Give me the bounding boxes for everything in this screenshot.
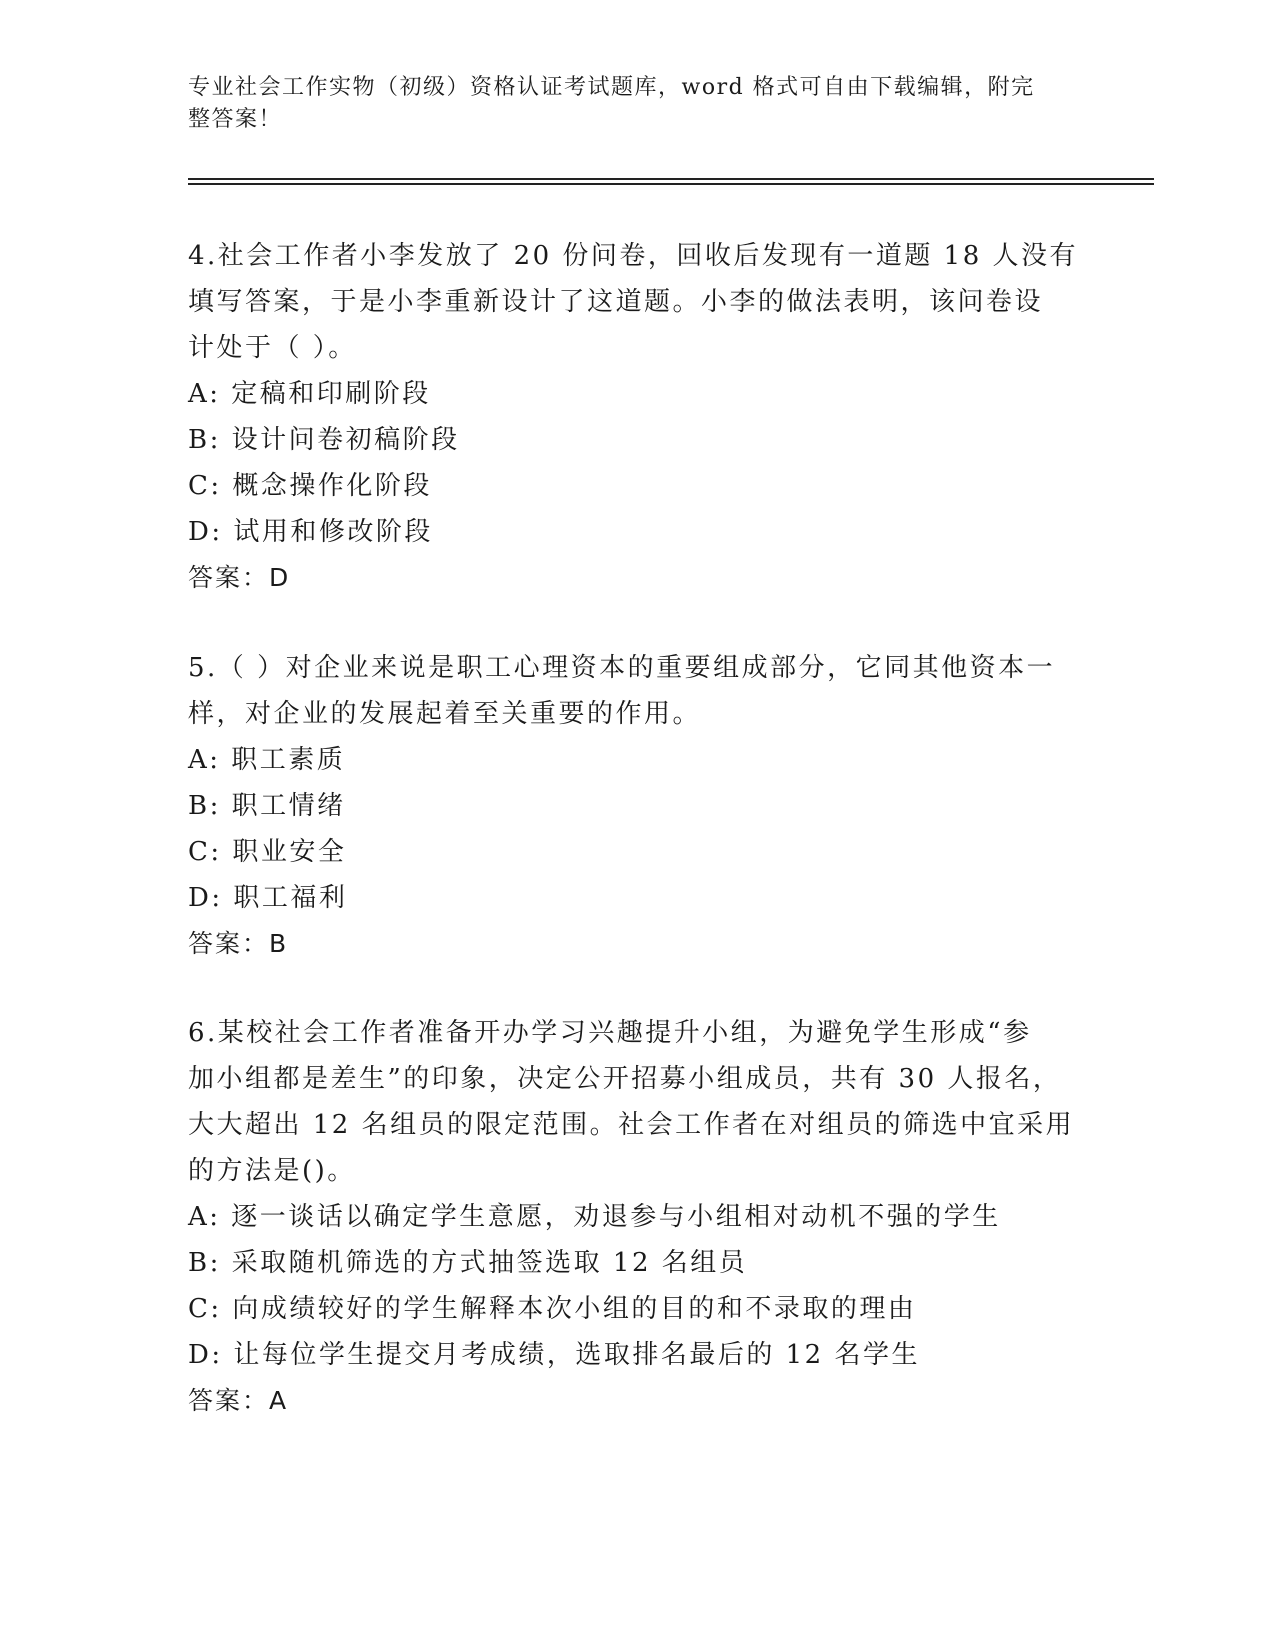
option-b: B: 采取随机筛选的方式抽签选取 12 名组员	[188, 1248, 748, 1278]
option-a: A: 定稿和印刷阶段	[188, 379, 431, 409]
question-stem-line: 样，对企业的发展起着至关重要的作用。	[188, 699, 702, 729]
question-4	[188, 233, 1088, 601]
header-divider-top	[188, 178, 1154, 180]
question-stem-line: 填写答案，于是小李重新设计了这道题。小李的做法表明，该问卷设	[188, 287, 1044, 317]
option-c: C: 职业安全	[188, 837, 347, 867]
question-stem-line: 加小组都是差生”的印象，决定公开招募小组成员，共有 30 人报名，	[188, 1064, 1062, 1094]
option-a: A: 职工素质	[188, 745, 346, 775]
question-stem-line: 5.（ ）对企业来说是职工心理资本的重要组成部分，它同其他资本一	[188, 653, 1056, 683]
question-stem-line: 4.社会工作者小李发放了 20 份问卷，回收后发现有一道题 18 人没有	[188, 241, 1079, 271]
document-header	[188, 72, 1088, 136]
header-line-1: 专业社会工作实物（初级）资格认证考试题库，word 格式可自由下载编辑，附完	[188, 75, 1035, 100]
answer-line: 答案：D	[188, 563, 291, 592]
question-stem-line: 的方法是()。	[188, 1156, 356, 1186]
option-b: B: 设计问卷初稿阶段	[188, 425, 460, 455]
option-c: C: 概念操作化阶段	[188, 471, 432, 501]
option-d: D: 让每位学生提交月考成绩，选取排名最后的 12 名学生	[188, 1340, 920, 1370]
question-stem-line: 大大超出 12 名组员的限定范围。社会工作者在对组员的筛选中宜采用	[188, 1110, 1075, 1140]
question-6	[188, 1010, 1088, 1424]
question-stem-line: 6.某校社会工作者准备开办学习兴趣提升小组，为避免学生形成“参	[188, 1018, 1032, 1048]
question-stem-line: 计处于（ ）。	[188, 333, 357, 363]
option-a: A: 逐一谈话以确定学生意愿，劝退参与小组相对动机不强的学生	[188, 1202, 1001, 1232]
header-divider-bottom	[188, 183, 1154, 185]
option-c: C: 向成绩较好的学生解释本次小组的目的和不录取的理由	[188, 1294, 917, 1324]
option-d: D: 试用和修改阶段	[188, 517, 433, 547]
question-5	[188, 645, 1088, 967]
header-line-2: 整答案！	[188, 107, 283, 132]
option-b: B: 职工情绪	[188, 791, 346, 821]
answer-line: 答案：B	[188, 929, 289, 958]
answer-line: 答案：A	[188, 1386, 289, 1415]
option-d: D: 职工福利	[188, 883, 348, 913]
